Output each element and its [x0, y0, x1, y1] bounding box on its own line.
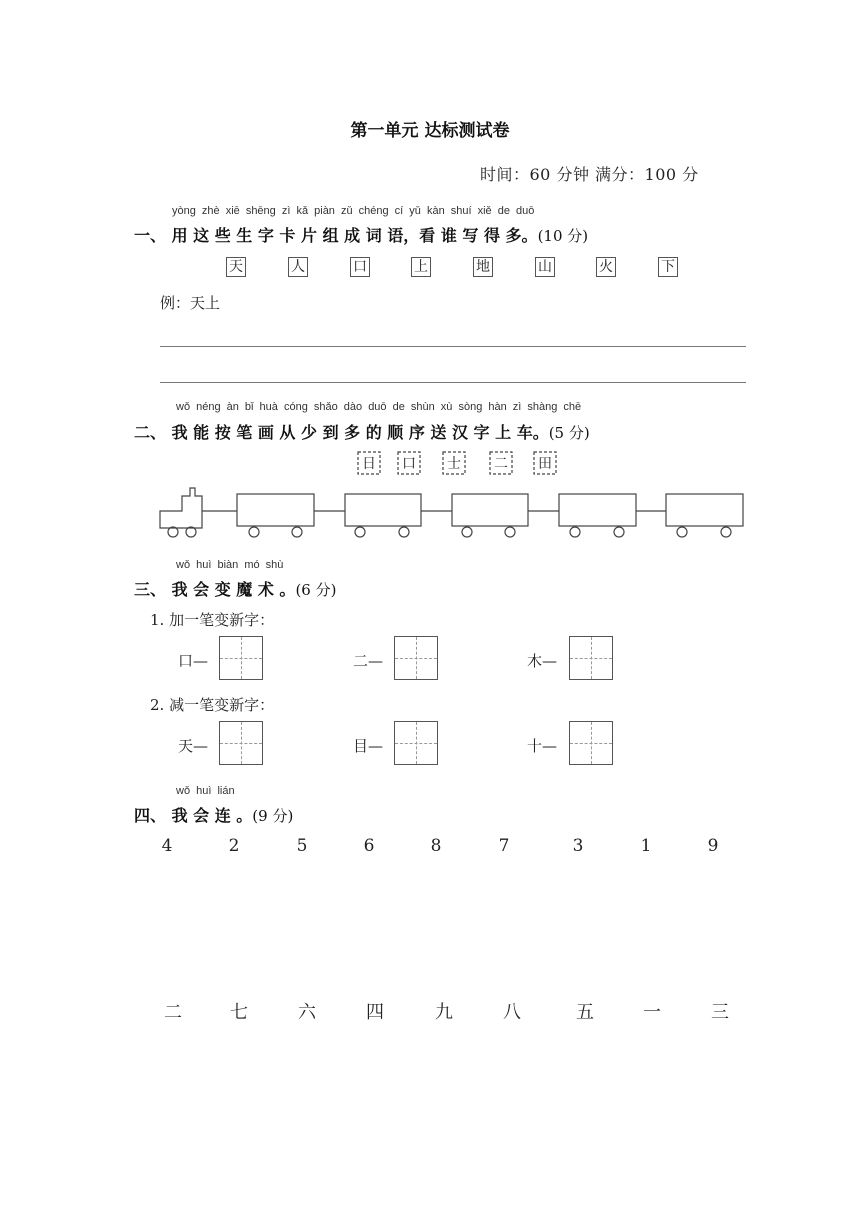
sec3-points: (6 分) — [295, 581, 337, 599]
match-chinese[interactable]: 七 — [230, 1002, 248, 1023]
magic-prompt: 二— — [353, 652, 384, 670]
match-number[interactable]: 1 — [640, 836, 652, 856]
match-number[interactable]: 4 — [161, 836, 173, 856]
train-car — [452, 494, 528, 526]
sec3-heading — [134, 577, 336, 600]
sec4-heading-text: 四、 我 会 连 。 — [134, 806, 253, 825]
sec4-heading — [134, 803, 293, 826]
magic-prompt: 木— — [527, 652, 558, 670]
train-car — [345, 494, 421, 526]
sec1-heading — [134, 223, 588, 246]
char-card: 火 — [596, 257, 616, 277]
magic-prompt: 十— — [527, 737, 558, 755]
train-illustration — [0, 440, 860, 545]
char-card: 上 — [411, 257, 431, 277]
writing-grid[interactable] — [219, 721, 263, 765]
match-number[interactable]: 2 — [228, 836, 240, 856]
char-card: 人 — [288, 257, 308, 277]
sec3-heading-text: 三、 我 会 变 魔 术 。 — [134, 580, 296, 599]
locomotive — [160, 488, 202, 528]
match-number[interactable]: 9 — [707, 836, 719, 856]
answer-line[interactable] — [160, 382, 746, 383]
match-chinese[interactable]: 四 — [366, 1002, 384, 1023]
char-card: 地 — [473, 257, 493, 277]
stamp-char: 田 — [538, 456, 552, 472]
sec1-points: (10 分) — [537, 227, 589, 245]
stamp-char: 日 — [362, 456, 376, 472]
writing-grid[interactable] — [569, 721, 613, 765]
match-chinese[interactable]: 三 — [711, 1002, 729, 1023]
exam-meta: 时间：60 分钟 满分：100 分 — [480, 165, 699, 184]
page-title: 第一单元 达标测试卷 — [350, 121, 510, 141]
sec1-example: 例：天上 — [160, 294, 221, 312]
sec3-sub1: 1. 加一笔变新字： — [150, 611, 275, 629]
sec2-points: (5 分) — [548, 424, 590, 442]
match-number[interactable]: 3 — [572, 836, 584, 856]
match-chinese[interactable]: 九 — [435, 1002, 453, 1023]
writing-grid[interactable] — [569, 636, 613, 680]
stamp-char: 二 — [494, 456, 508, 472]
sec4-pinyin: wǒ huì lián — [176, 785, 235, 797]
magic-prompt: 口— — [178, 652, 209, 670]
magic-prompt: 目— — [353, 737, 384, 755]
match-chinese[interactable]: 八 — [503, 1002, 521, 1023]
match-chinese[interactable]: 六 — [298, 1002, 316, 1023]
train-car — [237, 494, 314, 526]
sec4-points: (9 分) — [252, 807, 294, 825]
char-card: 山 — [535, 257, 555, 277]
match-chinese[interactable]: 一 — [643, 1002, 661, 1023]
writing-grid[interactable] — [394, 636, 438, 680]
train-car — [666, 494, 743, 526]
char-card: 下 — [658, 257, 678, 277]
match-number[interactable]: 5 — [296, 836, 308, 856]
train-car — [559, 494, 636, 526]
magic-prompt: 天— — [178, 737, 209, 755]
answer-line[interactable] — [160, 346, 746, 347]
sec3-sub2: 2. 减一笔变新字： — [150, 696, 275, 714]
sec3-pinyin: wǒ huì biàn mó shù — [176, 559, 284, 571]
stamp-char: 口 — [402, 456, 416, 472]
match-chinese[interactable]: 二 — [164, 1002, 182, 1023]
sec2-heading-text: 二、 我 能 按 笔 画 从 少 到 多 的 顺 序 送 汉 字 上 车。 — [134, 423, 549, 442]
match-chinese[interactable]: 五 — [576, 1002, 594, 1023]
match-number[interactable]: 6 — [363, 836, 375, 856]
char-card: 天 — [226, 257, 246, 277]
sec2-pinyin: wǒ néng àn bǐ huà cóng shǎo dào duō de shùn xù sòng hàn zì shàng chē — [176, 401, 582, 413]
writing-grid[interactable] — [394, 721, 438, 765]
match-number[interactable]: 7 — [498, 836, 510, 856]
stamp-char: 士 — [447, 456, 461, 472]
sec1-pinyin: yòng zhè xiē shēng zì kǎ piàn zǔ chéng cí yǔ kàn shuí xiě de duō — [172, 205, 535, 217]
char-card: 口 — [350, 257, 370, 277]
match-number[interactable]: 8 — [430, 836, 442, 856]
sec1-heading-text: 一、 用 这 些 生 字 卡 片 组 成 词 语，看 谁 写 得 多。 — [134, 226, 538, 245]
writing-grid[interactable] — [219, 636, 263, 680]
